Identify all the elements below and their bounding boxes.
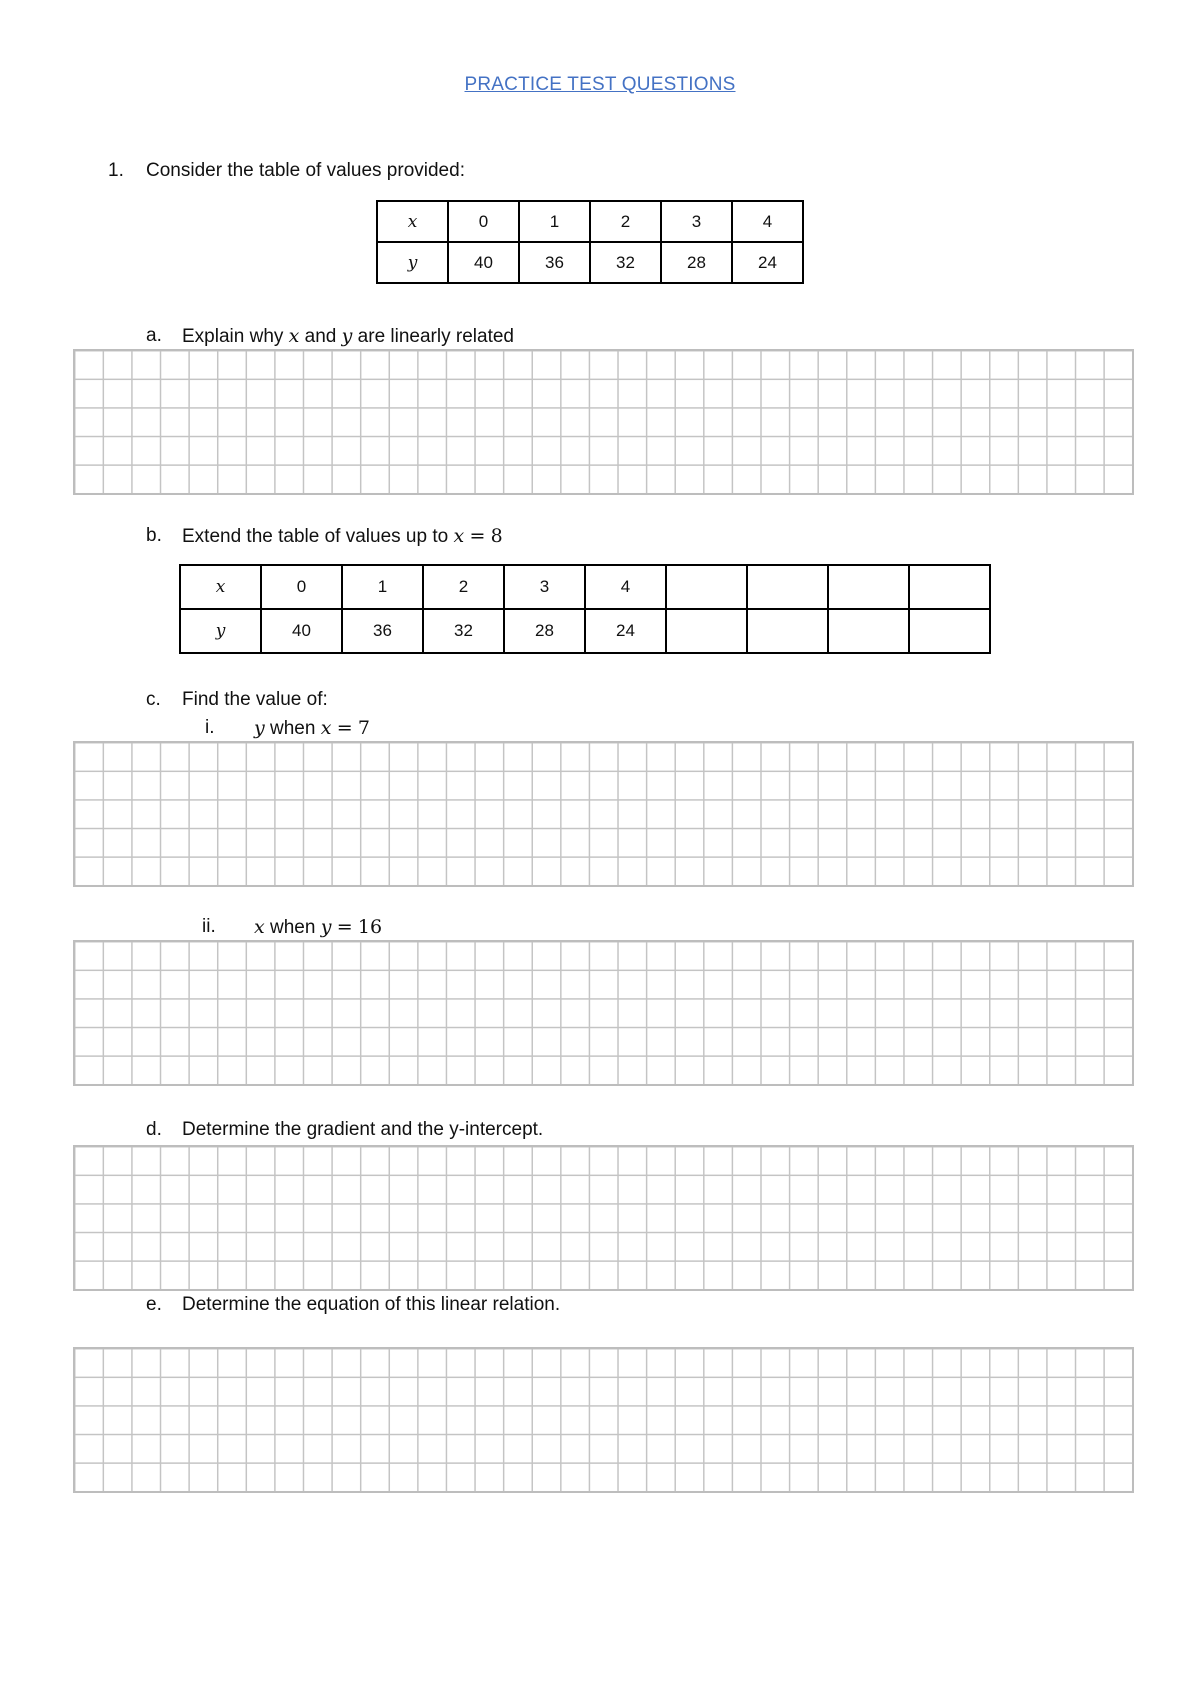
table-cell: 1 [342,565,423,609]
table-cell: 24 [732,242,803,283]
table-cell-empty[interactable] [747,565,828,609]
part-e-text: Determine the equation of this linear relation. [182,1294,561,1315]
table-cell: 32 [423,609,504,653]
table-cell: 0 [261,565,342,609]
table-cell-empty[interactable] [747,609,828,653]
table-cell: 28 [504,609,585,653]
part-c-text: Find the value of: [182,689,328,710]
var-y: y [254,717,265,739]
part-c-i-label: i. [205,717,215,738]
var-x: x [288,325,300,347]
table-cell: 40 [261,609,342,653]
page-title: PRACTICE TEST QUESTIONS [464,74,736,95]
part-a-text: are linearly related [357,326,514,347]
equals-sign: = [336,916,353,938]
answer-grid-d[interactable] [73,1145,1134,1291]
table-cell: 3 [504,565,585,609]
table-cell: 2 [590,201,661,242]
table-cell: 28 [661,242,732,283]
table-cell-empty[interactable] [666,565,747,609]
table-cell: 1 [519,201,590,242]
value: 16 [357,916,383,938]
equals-sign: = [469,525,486,547]
table-cell: 3 [661,201,732,242]
part-a-label: a. [146,325,162,346]
part-d-text: Determine the gradient and the y-intercept. [182,1119,544,1140]
part-b-label: b. [146,525,162,546]
var-y: y [341,325,353,347]
question-text: Consider the table of values provided: [146,160,465,181]
question-number: 1. [108,160,124,181]
part-a-question [182,325,514,348]
part-c-ii-question [254,916,382,939]
table-cell-empty[interactable] [909,609,990,653]
var-x: x [254,916,265,938]
var-x: x [320,717,332,739]
table-cell-empty[interactable] [828,609,909,653]
answer-grid-c-i[interactable] [73,741,1134,887]
var-y: y [320,916,332,938]
part-c-label: c. [146,689,161,710]
table-cell: 0 [448,201,519,242]
table-header-x: x [180,565,261,609]
part-c-ii-text: when [270,917,316,938]
table-cell: 32 [590,242,661,283]
table-cell: 40 [448,242,519,283]
part-e-label: e. [146,1294,162,1315]
table-cell: 4 [585,565,666,609]
table-cell-empty[interactable] [909,565,990,609]
part-c-ii-label: ii. [202,916,216,937]
value: 7 [357,717,371,739]
answer-grid-c-ii[interactable] [73,940,1134,1086]
part-a-text: Explain why [182,326,284,347]
table-cell: 2 [423,565,504,609]
part-c-i-text: when [270,718,316,739]
var-x: x [453,525,465,547]
table-cell: 36 [519,242,590,283]
table-cell: 24 [585,609,666,653]
value: 8 [490,525,503,547]
table-header-y: y [377,242,448,283]
table-cell: 36 [342,609,423,653]
table-cell-empty[interactable] [828,565,909,609]
table-header-x: x [377,201,448,242]
part-c-i-question [254,717,370,740]
values-table [376,200,804,284]
table-cell: 4 [732,201,803,242]
table-header-y: y [180,609,261,653]
part-b-text: Extend the table of values up to [182,526,449,547]
extended-values-table [179,564,991,654]
answer-grid-a[interactable] [73,349,1134,495]
part-a-text: and [304,326,337,347]
part-b-question [182,525,503,548]
answer-grid-e[interactable] [73,1347,1134,1493]
equals-sign: = [336,717,353,739]
part-d-label: d. [146,1119,162,1140]
table-cell-empty[interactable] [666,609,747,653]
